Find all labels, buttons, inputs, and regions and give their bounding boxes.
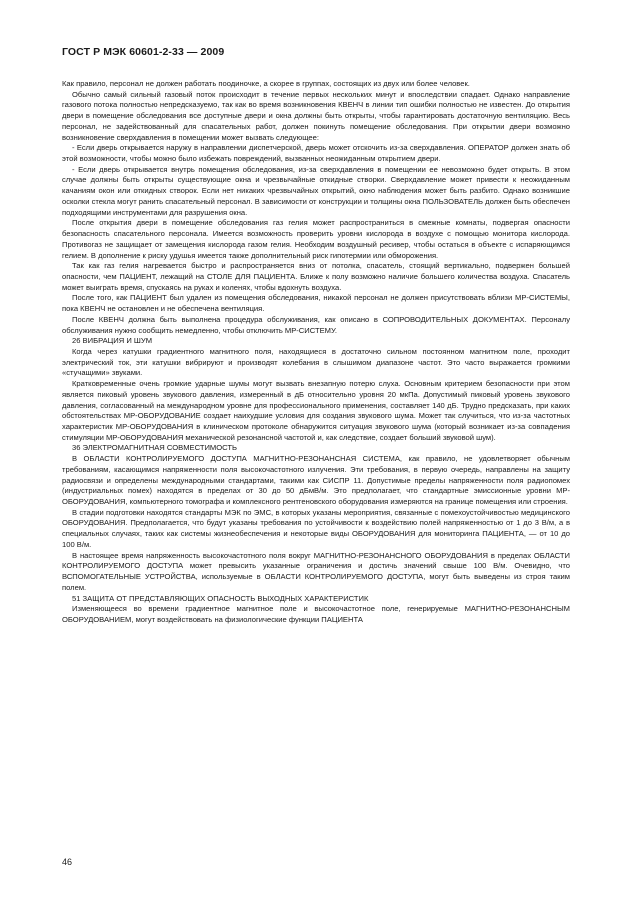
paragraph: Обычно самый сильный газовый поток происходит в течение первых нескольких минут и впоследствии спадает. Однако направление газового потока полностью непредсказуемо, так как во время возникновения КВЕНЧ в линии тип ошибки полностью не известен. До открытия двери в помещение обследования все доступные двери и окна должны быть открыты, чтобы гарантировать достаточную вентиляцию. Весь персонал, не задействованный для спасательных работ, должен покинуть помещение обследования. При открытии двери возможно возникновение сверхдавления в помещении может вызвать следующее: [62, 89, 570, 142]
section-heading: 36 ЭЛЕКТРОМАГНИТНАЯ СОВМЕСТИМОСТЬ [72, 443, 237, 453]
paragraph: Кратковременные очень громкие ударные шумы могут вызвать внезапную потерю слуха. Основным критерием безопасности при этом является пиковый уровень звукового давления, измеренный в дБ относительно уровня 20 мкПа. Допустимый пиковый уровень звукового давления, согласованный на международном уровне для профессионального применения, составляет 140 дБ. Трудно предсказать, при каких обстоятельствах МР-ОБОРУДОВАНИЕ создает наихудшие условия для создания звукового шума. Может так случиться, что из-за частотных характеристик МР-ОБОРУДОВАНИЯ в клиническом протоколе обнаружится ситуация звукового шума (который возникает из-за совпадения стимуляции МР-ОБОРУДОВАНИЯ механической резонансной частотой и, как следствие, создает больший звуковой шум). [62, 379, 570, 442]
paragraph: В настоящее время напряженность высокочастотного поля вокруг МАГНИТНО-РЕЗОНАНСНОГО ОБОРУДОВАНИЯ в пределах ОБЛАСТИ КОНТРОЛИРУЕМОГО ДОСТУПА может превысить указанные ограничения и достичь значений свыше 100 В/м. Очевидно, что ВСПОМОГАТЕЛЬНЫЕ УСТРОЙСТВА, используемые в ОБЛАСТИ КОНТРОЛИРУЕМОГО ДОСТУПА, могут быть выведены из строя таким полем. [62, 550, 570, 592]
paragraph: Изменяющееся во времени градиентное магнитное поле и высокочастотное поле, генерируемые МАГНИТНО-РЕЗОНАНСНЫМ ОБОРУДОВАНИЕМ, могут воздействовать на физиологические функции ПАЦИЕНТА [62, 604, 570, 624]
paragraph: После открытия двери в помещение обследования газ гелия может распространиться в смежные комнаты, подвергая опасности безопасность спасательного персонала. Имеется возможность проверить уровни кислорода в воздухе с помощью монитора кислорода. Противогаз не защищает от замещения кислорода газом гелия. Необходим воздушный ресивер, чтобы остаться в объекте с испаряющимся гелием. В дополнение к риску удушья имеется также дополнительный риск гипотермии или обморожения. [62, 218, 570, 260]
paragraph: В ОБЛАСТИ КОНТРОЛИРУЕМОГО ДОСТУПА МАГНИТНО-РЕЗОНАНСНАЯ СИСТЕМА, как правило, не удовлетворяет обычным требованиям, касающимся напряженности поля высокочастотного излучения. Эти требования, в первую очередь, направлены на защиту радиосвязи и определены международными стандартами, такими как СИСПР 11. Допустимые пределы напряженности поля радиопомех (индустриальных помех) находятся в пределах от 30 до 50 дБмВ/м. Это предполагает, что стандартные эмиссионные уровни МР-ОБОРУДОВАНИЯ, компьютерного томографа и комплексного рентгеновского оборудования измеряются на границе помещения или строения. [62, 454, 570, 507]
paragraph: Как правило, персонал не должен работать поодиночке, а скорее в группах, состоящих из двух или более человек. [62, 79, 470, 88]
document-body [62, 79, 570, 626]
section-heading: 51 ЗАЩИТА ОТ ПРЕДСТАВЛЯЮЩИХ ОПАСНОСТЬ ВЫХОДНЫХ ХАРАКТЕРИСТИК [72, 593, 369, 603]
paragraph: В стадии подготовки находятся стандарты МЭК по ЭМС, в которых указаны мероприятия, связанные с помехоустойчивостью медицинского ОБОРУДОВАНИЯ. Предполагается, что будут указаны требования по устойчивости к воздействию полей напряженностью от 1 до 3 В/м, а в специальных случаях, таких как системы жизнеобеспечения и некоторые виды ОБОРУДОВАНИЯ для мониторинга ПАЦИЕНТА, — от 10 до 100 В/м. [62, 507, 570, 549]
paragraph: Когда через катушки градиентного магнитного поля, находящиеся в достаточно сильном постоянном магнитном поле, проходит электрический ток, эти катушки вибрируют и производят колебания в слышимом диапазоне частот. Это часто выражается громкими «стучащими» звуками. [62, 346, 570, 378]
paragraph: После того, как ПАЦИЕНТ был удален из помещения обследования, никакой персонал не должен присутствовать вблизи МР-СИСТЕМЫ, пока КВЕНЧ не остановлен и не обеспечена вентиляция. [62, 293, 570, 314]
paragraph: - Если дверь открывается внутрь помещения обследования, из-за сверхдавления в помещении ее невозможно будет открыть. В этом случае должны быть открыты существующие окна и чрезвычайные откидные створки. Сверхдавление может привести к неожиданным качаниям окон или откидных створок. Если нет никаких чрезвычайных открытий, окно наблюдения может быть разбито. Однако возникшие осколки стекла могут ранить спасательный персонал. В зависимости от конструкции и толщины окна ПОЛЬЗОВАТЕЛЬ должен быть обеспечен подходящими инструментами для разрушения окна. [62, 164, 570, 217]
paragraph: - Если дверь открывается наружу в направлении диспетчерской, дверь может отскочить из-за сверхдавления. ОПЕРАТОР должен знать об этой возможности, чтобы можно было избежать повреждений, вызванных неожиданным открытием двери. [62, 143, 570, 164]
paragraph: Так как газ гелия нагревается быстро и распространяется вниз от потолка, спасатель, стоящий вертикально, подвержен большей опасности, чем ПАЦИЕНТ, лежащий на СТОЛЕ ДЛЯ ПАЦИЕНТА. Ближе к полу возможно наличие большего количества воздуха. Спасатель может выиграть время, спускаясь на руках и коленях, чтобы вдохнуть воздуха. [62, 261, 570, 292]
section-heading: 26 ВИБРАЦИЯ И ШУМ [72, 336, 153, 346]
page-number: 46 [62, 857, 73, 867]
document-header: ГОСТ Р МЭК 60601-2-33 — 2009 [62, 46, 225, 58]
paragraph: После КВЕНЧ должна быть выполнена процедура обслуживания, как описано в СОПРОВОДИТЕЛЬНЫХ ДОКУМЕНТАХ. Персоналу обслуживания нужно сообщить немедленно, чтобы отключить МР-СИСТЕМУ. [62, 314, 570, 335]
